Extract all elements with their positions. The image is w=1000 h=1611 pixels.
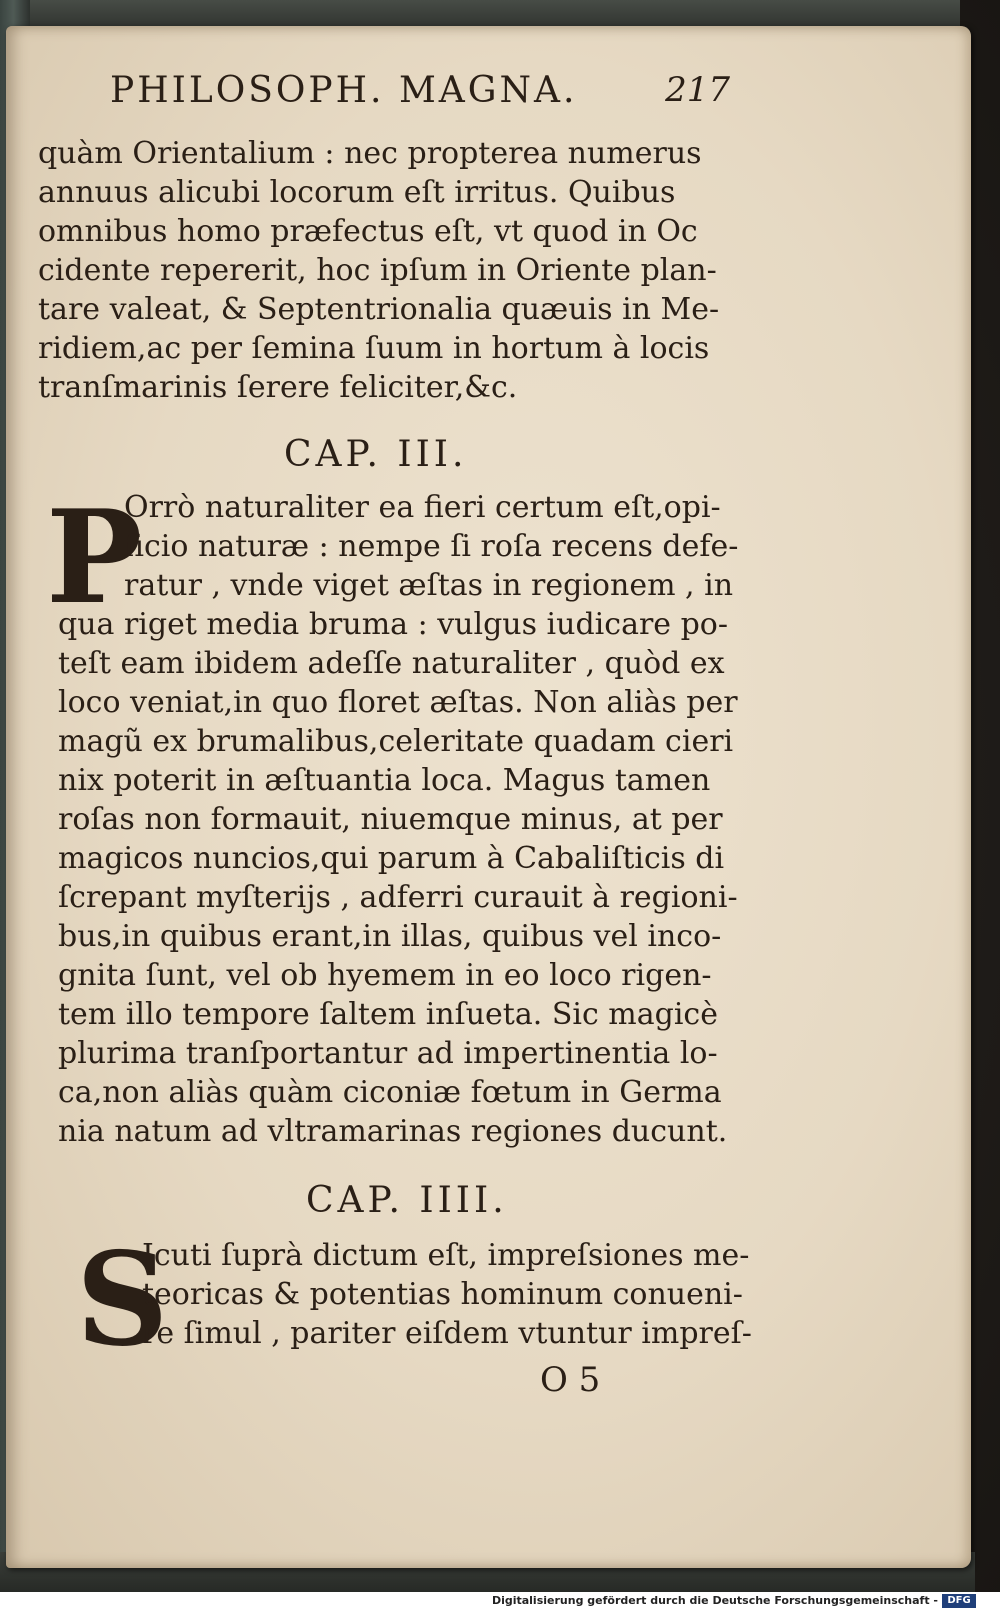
text-line: ca,non aliàs quàm ciconiæ fœtum in Germa xyxy=(58,1075,722,1110)
text-line: ficio naturæ : nempe ſi roſa recens defe- xyxy=(124,529,739,564)
text-line: magũ ex brumalibus,celeritate quadam cieri xyxy=(58,724,734,759)
text-line: ridiem,ac per ſemina ſuum in hortum à locis xyxy=(38,331,710,366)
paragraph-continuation xyxy=(38,134,728,407)
text-line: teſt eam ibidem adeſſe naturaliter , quòd ex xyxy=(58,646,725,681)
footer-bar xyxy=(0,1592,1000,1611)
text-line: plurima tranſportantur ad impertinentia lo- xyxy=(58,1036,718,1071)
page-number: 217 xyxy=(665,70,730,110)
text-line: qua riget media bruma : vulgus iudicare po- xyxy=(58,607,728,642)
text-line: annuus alicubi locorum eſt irritus. Quibus xyxy=(38,175,676,210)
chapter-heading-3: CAP. III. xyxy=(284,434,468,475)
text-line: quàm Orientalium : nec propterea numerus xyxy=(38,136,702,171)
text-line: teoricas & potentias hominum conueni- xyxy=(142,1277,743,1312)
text-line: Orrò naturaliter ea fieri certum eſt,opi- xyxy=(124,490,721,525)
drop-cap-p: P xyxy=(46,483,143,633)
text-line: tare valeat, & Septentrionalia quæuis in Me- xyxy=(38,292,720,327)
drop-cap-s: S xyxy=(76,1225,169,1375)
text-line: ratur , vnde viget æſtas in regionem , in xyxy=(124,568,734,603)
text-line: cidente repererit, hoc ipſum in Oriente plan- xyxy=(38,253,717,288)
text-line: tranſmarinis ſerere feliciter,&c. xyxy=(38,370,518,405)
text-line: omnibus homo præfectus eſt, vt quod in Oc xyxy=(38,214,698,249)
running-title: PHILOSOPH. MAGNA. xyxy=(110,70,578,111)
text-line: bus,in quibus erant,in illas, quibus vel inco- xyxy=(58,919,722,954)
funding-credit: Digitalisierung gefördert durch die Deutsche Forschungsgemeinschaft - xyxy=(491,1594,938,1607)
chapter-4-text xyxy=(76,1236,766,1353)
text-line: roſas non formauit, niuemque minus, at per xyxy=(58,802,723,837)
text-line: magicos nuncios,qui parum à Cabaliſticis di xyxy=(58,841,725,876)
text-line: nix poterit in æſtuantia loca. Magus tamen xyxy=(58,763,711,798)
signature-mark: O 5 xyxy=(540,1360,601,1400)
dfg-logo: DFG xyxy=(942,1594,976,1608)
text-line: tem illo tempore ſaltem inſueta. Sic magicè xyxy=(58,997,718,1032)
running-header xyxy=(110,70,730,122)
text-line: ſcrepant myſterijs , adferri curauit à regioni- xyxy=(58,880,738,915)
text-line: gnita ſunt, vel ob hyemem in eo loco rigen- xyxy=(58,958,712,993)
chapter-3-text xyxy=(58,488,748,1151)
text-line: nia natum ad vltramarinas regiones ducunt. xyxy=(58,1114,728,1149)
chapter-heading-4: CAP. IIII. xyxy=(306,1180,508,1221)
text-line: re ſimul , pariter eiſdem vtuntur impreſ- xyxy=(142,1316,752,1351)
text-line: loco veniat,in quo floret æſtas. Non aliàs per xyxy=(58,685,738,720)
text-line: Icuti ſuprà dictum eſt, impreſsiones me- xyxy=(142,1238,750,1273)
